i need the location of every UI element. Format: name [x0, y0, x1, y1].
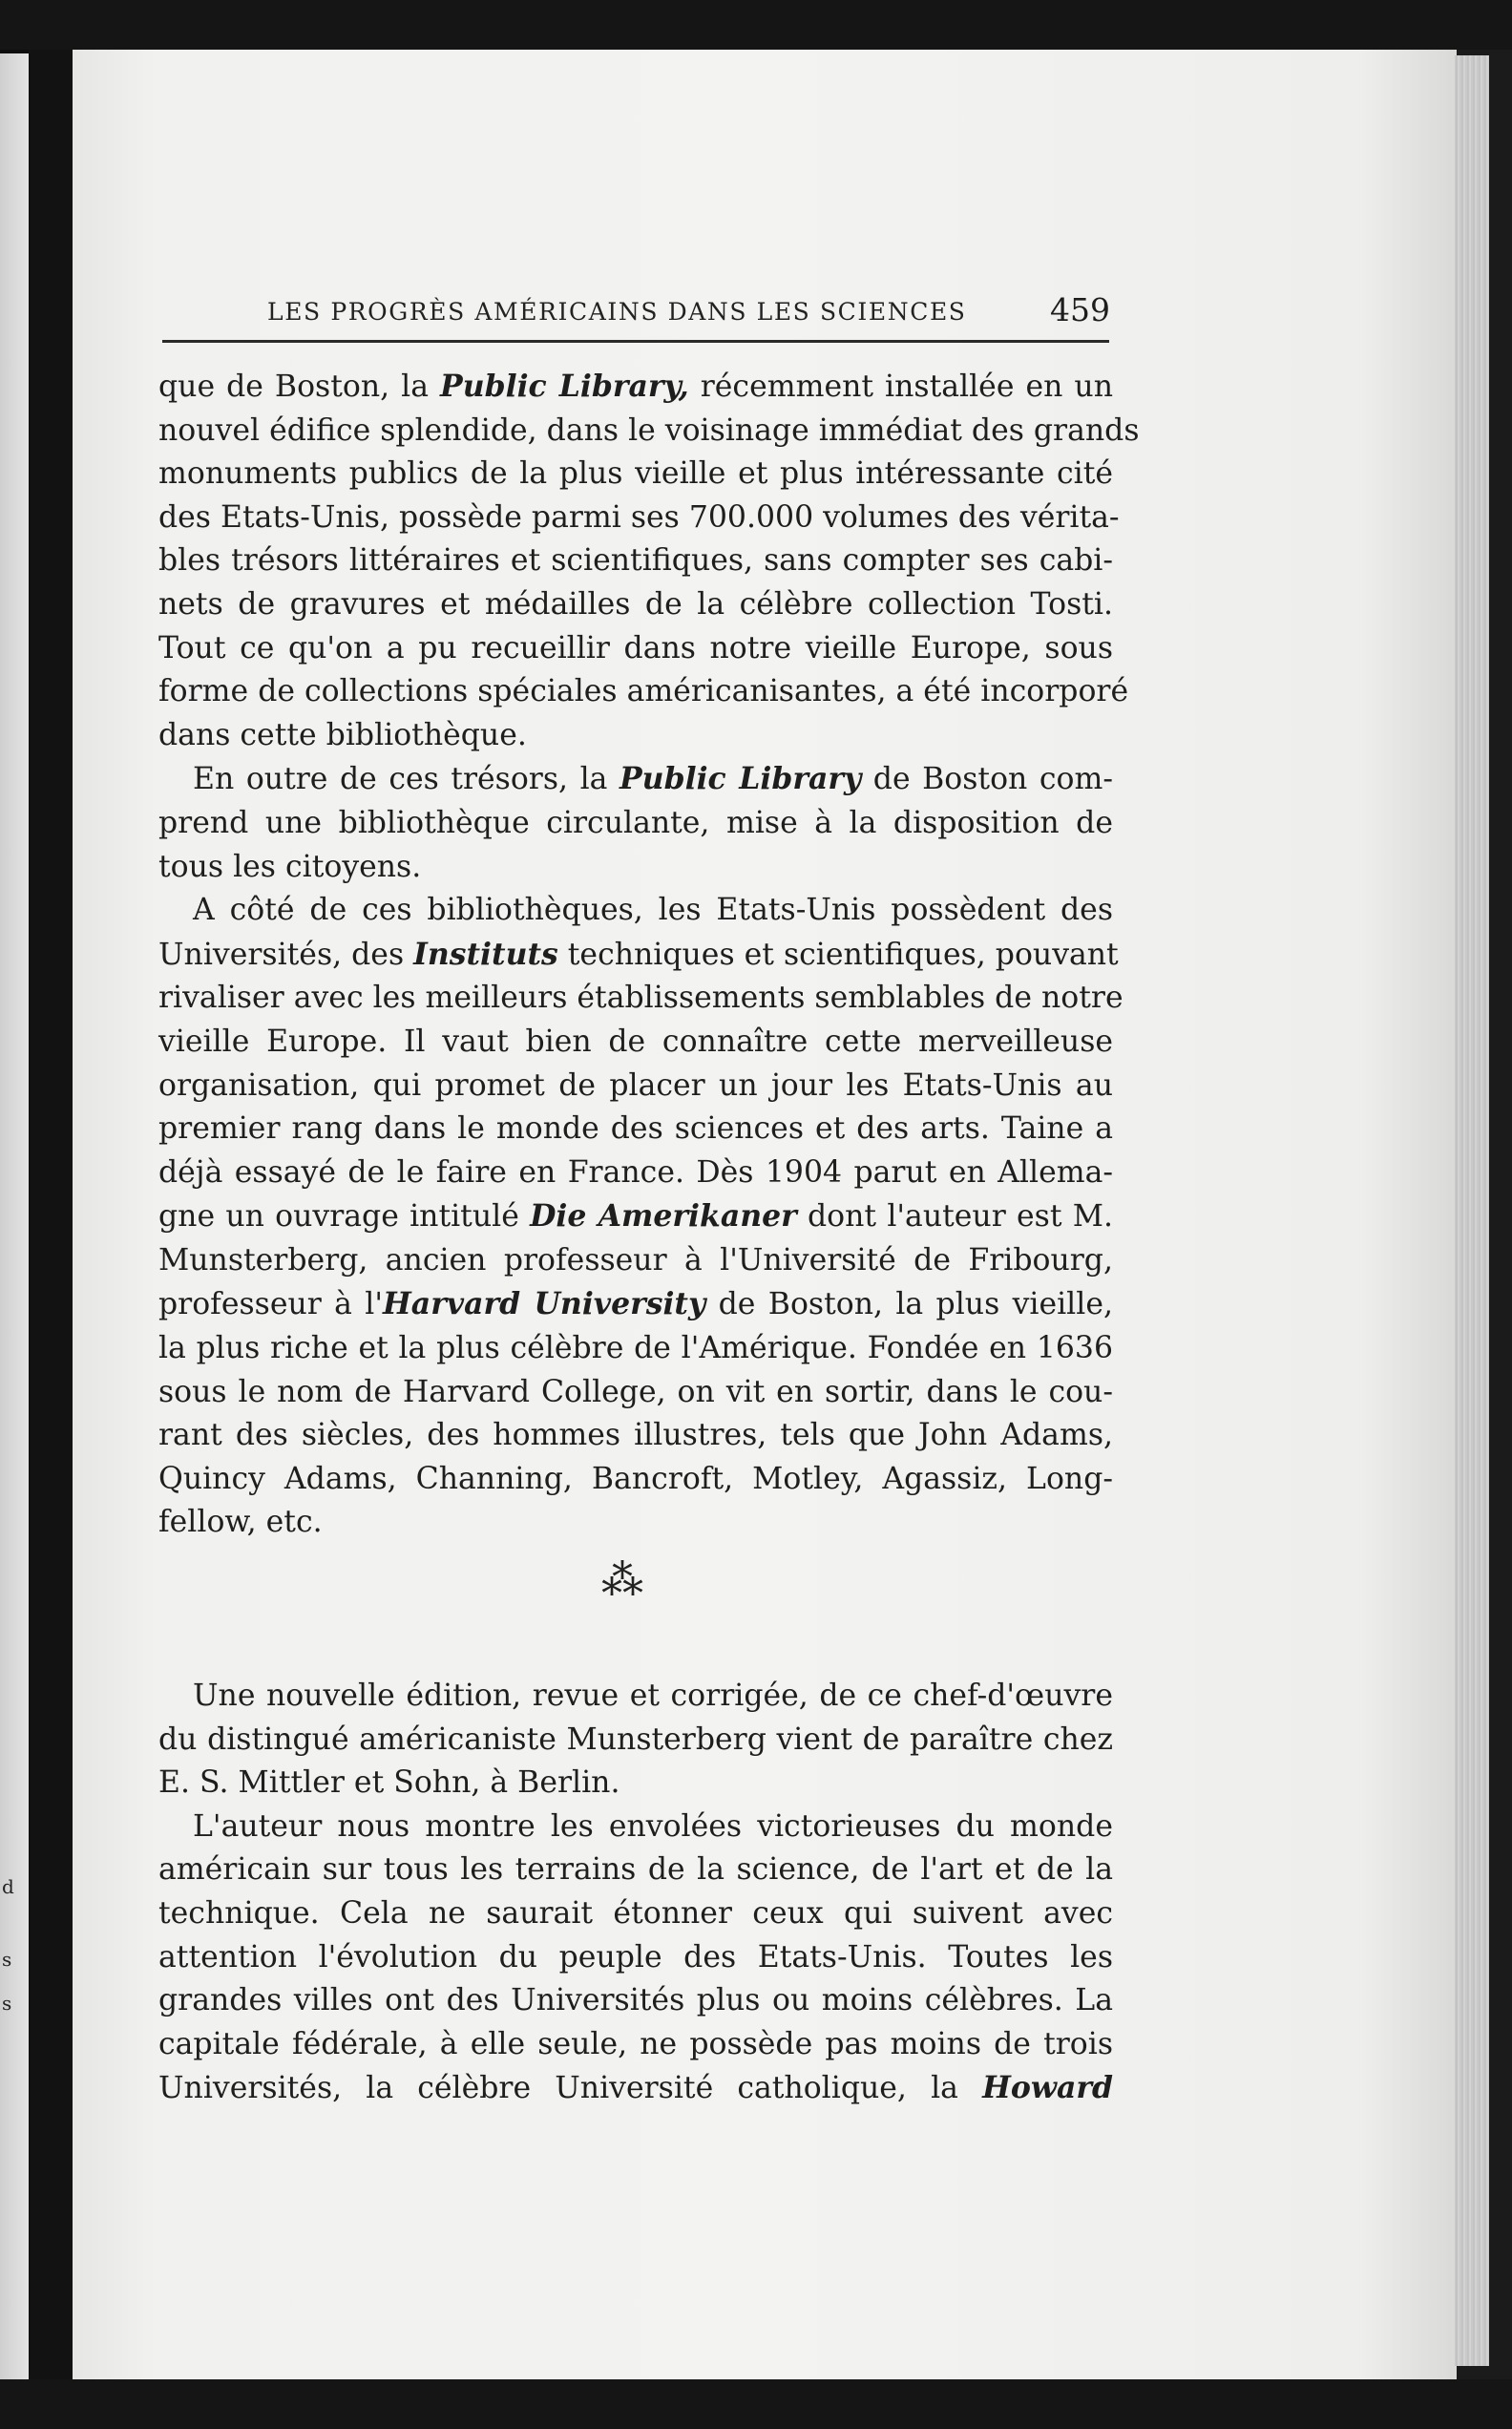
text-line: organisation, qui promet de placer un jour les Etats-Unis au — [158, 1067, 1113, 1103]
book-gutter — [29, 50, 74, 2429]
body-text — [158, 365, 1140, 2111]
paragraph — [158, 1675, 1113, 1806]
text-line: professeur à l'Harvard University de Boston, la plus vieille, — [158, 1286, 1113, 1322]
italic-title: Harvard University — [383, 1286, 706, 1322]
text-line: dans cette bibliothèque. — [158, 717, 527, 752]
text-line: grandes villes ont des Universités plus ou moins célèbres. La — [158, 1983, 1113, 2018]
text-line: Une nouvelle édition, revue et corrigée, de ce chef-d'œuvre — [193, 1679, 1113, 1714]
text-line: forme de collections spéciales américanisantes, a été incorporé — [158, 674, 1129, 709]
previous-page-edge — [0, 53, 29, 2383]
italic-title: Howard — [982, 2070, 1113, 2106]
text-line: En outre de ces trésors, la Public Library de Boston com- — [193, 761, 1114, 797]
text-line: vieille Europe. Il vaut bien de connaître cette merveilleuse — [158, 1024, 1113, 1059]
text-line: L'auteur nous montre les envolées victorieuses du monde — [193, 1808, 1113, 1844]
text-line: Munsterberg, ancien professeur à l'Université de Fribourg, — [158, 1242, 1113, 1278]
running-title: LES PROGRÈS AMÉRICAINS DANS LES SCIENCES — [267, 298, 967, 326]
text-line: des Etats-Unis, possède parmi ses 700.000 volumes des vérita- — [158, 499, 1120, 535]
text-line: la plus riche et la plus célèbre de l'Amérique. Fondée en 1636 — [158, 1331, 1113, 1366]
text-line: sous le nom de Harvard College, on vit en sortir, dans le cou- — [158, 1374, 1113, 1409]
scan-bottom-border — [0, 2379, 1512, 2429]
text-line: Universités, des Instituts techniques et scientifiques, pouvant — [158, 936, 1119, 972]
text-line: rant des siècles, des hommes illustres, tels que John Adams, — [158, 1418, 1113, 1453]
page-number: 459 — [1050, 291, 1110, 328]
asterism-glyph: ⁂ — [601, 1556, 643, 1605]
text-line: Quincy Adams, Channing, Bancroft, Motley, Agassiz, Long- — [158, 1461, 1113, 1496]
text-line: technique. Cela ne saurait étonner ceux qui suivent avec — [158, 1896, 1113, 1931]
text-line: nets de gravures et médailles de la célèbre collection Tosti. — [158, 586, 1113, 622]
text-line: fellow, etc. — [158, 1505, 323, 1540]
text-line: du distingué américaniste Munsterberg vient de paraître chez — [158, 1721, 1113, 1757]
paragraph — [158, 889, 1124, 1545]
text-line: bles trésors littéraires et scientifiques, sans compter ses cabi- — [158, 543, 1113, 579]
italic-title: Public Library, — [440, 369, 689, 404]
paragraph — [158, 1806, 1113, 2111]
text-line: monuments publics de la plus vieille et plus intéressante cité — [158, 456, 1113, 492]
previous-page-fragment: d — [2, 1875, 14, 1898]
header-rule — [162, 340, 1109, 343]
text-line: déjà essayé de le faire en France. Dès 1904 parut en Allema- — [158, 1154, 1113, 1190]
text-line: Tout ce qu'on a pu recueillir dans notre vieille Europe, sous — [158, 630, 1113, 665]
text-line: A côté de ces bibliothèques, les Etats-Unis possèdent des — [193, 893, 1113, 928]
previous-page-fragment: s — [2, 1948, 12, 1971]
text-line: E. S. Mittler et Sohn, à Berlin. — [158, 1765, 620, 1801]
asterism-ornament — [573, 1556, 659, 1635]
paragraph — [158, 365, 1140, 757]
italic-title: Instituts — [413, 936, 558, 972]
text-line: gne un ouvrage intitulé Die Amerikaner dont l'auteur est M. — [158, 1198, 1113, 1235]
text-line: américain sur tous les terrains de la science, de l'art et de la — [158, 1852, 1113, 1888]
text-line: Universités, la célèbre Université catholique, la Howard — [158, 2070, 1113, 2106]
text-line: attention l'évolution du peuple des Etats-Unis. Toutes les — [158, 1939, 1113, 1975]
text-line: premier rang dans le monde des sciences et des arts. Taine a — [158, 1111, 1113, 1147]
text-line: prend une bibliothèque circulante, mise à la disposition de — [158, 805, 1113, 840]
paragraph — [158, 757, 1113, 889]
scan-top-border — [0, 0, 1512, 50]
text-line: rivaliser avec les meilleurs établissements semblables de notre — [158, 981, 1124, 1016]
italic-title: Public Library — [619, 761, 862, 797]
text-line: capitale fédérale, à elle seule, ne possède pas moins de trois — [158, 2026, 1113, 2061]
text-line: que de Boston, la Public Library, récemment installée en un — [158, 369, 1113, 404]
text-line: tous les citoyens. — [158, 849, 422, 884]
previous-page-fragment: s — [2, 1992, 12, 2015]
page-stack-edge — [1455, 55, 1489, 2366]
text-line: nouvel édifice splendide, dans le voisinage immédiat des grands — [158, 412, 1140, 448]
italic-title: Die Amerikaner — [530, 1198, 797, 1235]
